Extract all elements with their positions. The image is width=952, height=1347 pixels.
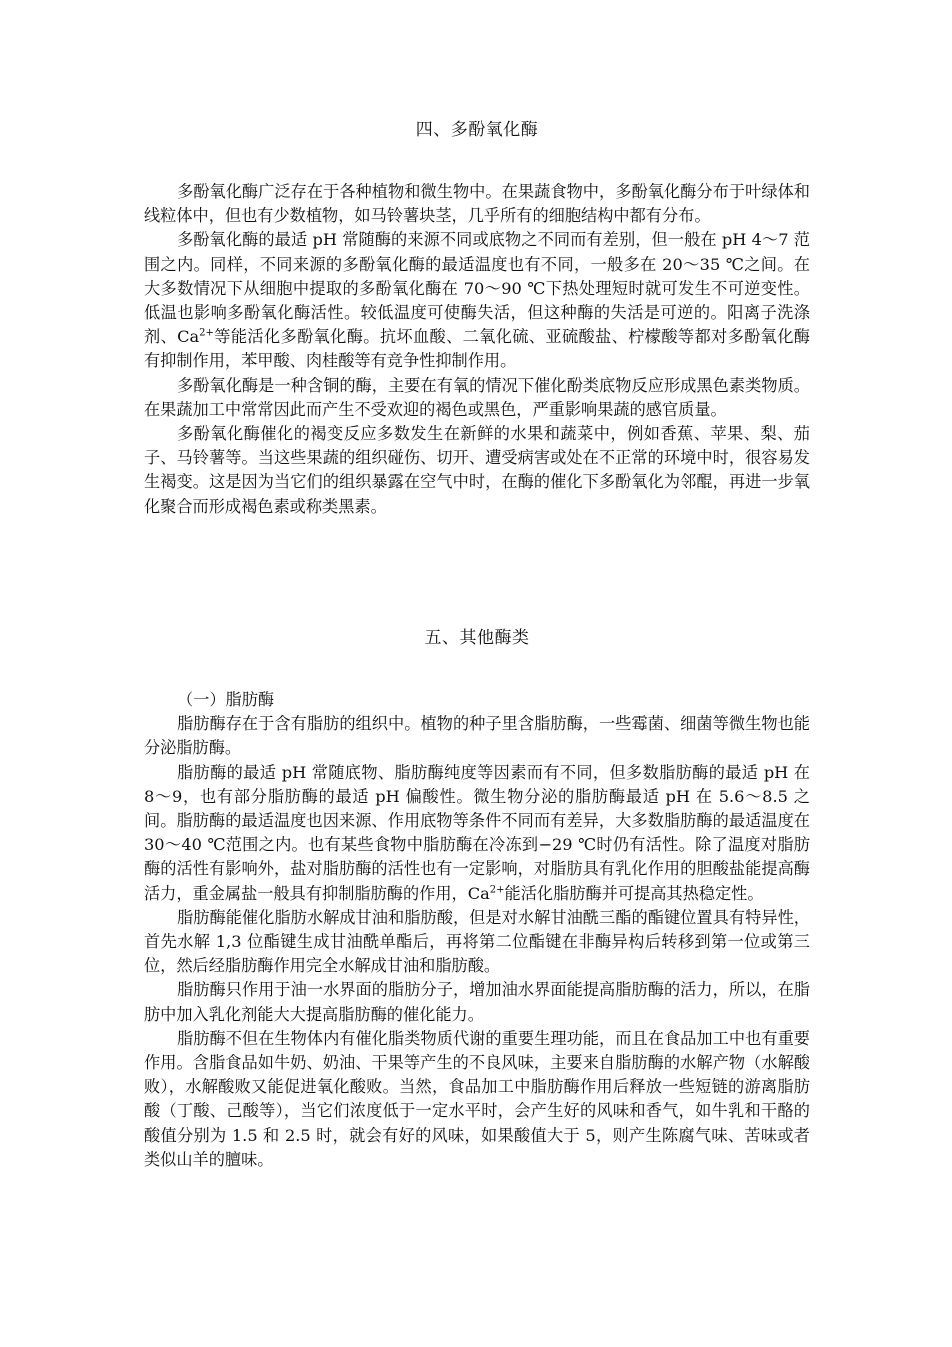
paragraph: 多酚氧化酶广泛存在于各种植物和微生物中。在果蔬食物中，多酚氧化酶分布于叶绿体和线粒体中，但也有少数植物，如马铃薯块茎，几乎所有的细胞结构中都有分布。 xyxy=(144,182,810,226)
paragraph xyxy=(144,228,810,373)
superscript: 2+ xyxy=(199,327,214,339)
paragraph: 脂肪酶不但在生物体内有催化脂类物质代谢的重要生理功能，而且在食品加工中也有重要作用。含脂食品如牛奶、奶油、干果等产生的不良风味，主要来自脂肪酶的水解产物（水解酸败），水解酸败又能促进氧化酸败。当然，食品加工中脂肪酶作用后释放一些短链的游离脂肪酸（丁酸、己酸等），当它们浓度低于一定水平时，会产生好的风味和香气，如牛乳和干酪的酸值分别为 1.5 和 2.5 时，就会有好的风味，如果酸值大于 5，则产生陈腐气味、苦味或者类似山羊的膻味。 xyxy=(144,1028,810,1169)
paragraph xyxy=(144,761,810,906)
paragraph: 脂肪酶能催化脂肪水解成甘油和脂肪酸，但是对水解甘油酰三酯的酯键位置具有特异性，首先水解 1,3 位酯键生成甘油酰单酯后，再将第二位酯键在非酶异构后转移到第一位或第三位，然后经脂肪酶作用完全水解成甘油和脂肪酸。 xyxy=(144,907,810,976)
section-5-heading: 五、其他酶类 xyxy=(424,628,530,648)
section-5-body xyxy=(144,688,810,1172)
paragraph: 脂肪酶只作用于油一水界面的脂肪分子，增加油水界面能提高脂肪酶的活力，所以，在脂肪中加入乳化剂能大大提高脂肪酶的催化能力。 xyxy=(144,980,810,1024)
paragraph: 多酚氧化酶是一种含铜的酶，主要在有氧的情况下催化酚类底物反应形成黑色素类物质。在果蔬加工中常常因此而产生不受欢迎的褐色或黑色，严重影响果蔬的感官质量。 xyxy=(144,375,810,419)
paragraph: 脂肪酶存在于含有脂肪的组织中。植物的种子里含脂肪酶，一些霉菌、细菌等微生物也能分泌脂肪酶。 xyxy=(144,714,810,758)
paragraph: 多酚氧化酶催化的褐变反应多数发生在新鲜的水果和蔬菜中，例如香蕉、苹果、梨、茄子、马铃薯等。当这些果蔬的组织碰伤、切开、遭受病害或处在不正常的环境中时，很容易发生褐变。这是因为当它们的组织暴露在空气中时，在酶的催化下多酚氧化为邻醌，再进一步氧化聚合而形成褐色素或称类黑素。 xyxy=(144,424,810,516)
subsection-heading: （一）脂肪酶 xyxy=(177,690,275,709)
text-run: 等能活化多酚氧化酶。抗坏血酸、二氧化硫、亚硫酸盐、柠檬酸等都对多酚氧化酶有抑制作用，苯甲酸、肉桂酸等有竞争性抑制作用。 xyxy=(144,327,810,371)
text-run: 能活化脂肪酶并可提高其热稳定性。 xyxy=(504,883,764,903)
superscript: 2+ xyxy=(489,884,505,896)
text-run: 脂肪酶的最适 pH 常随底物、脂肪酶纯度等因素而有不同，但多数脂肪酶的最适 pH 在 8～9，也有部分脂肪酶的最适 pH 偏酸性。微生物分泌的脂肪酶最适 pH 在 5.6～8.5 之间。脂肪酶的最适温度也因来源、作用底物等条件不同而有差异，大多数脂肪酶的最适温度在 30～40 ℃范围之内。也有某些食物中脂肪酶在冷冻到−29 ℃时仍有活性。除了温度对脂肪酶的活性有影响外，盐对脂肪酶的活性也有一定影响，对脂肪具有乳化作用的胆酸盐能提高酶活力，重金属盐一般具有抑制脂肪酶的作用，Ca xyxy=(144,762,810,903)
section-4-body xyxy=(144,180,810,519)
section-4-heading: 四、多酚氧化酶 xyxy=(415,120,539,140)
text-run: 多酚氧化酶的最适 pH 常随酶的来源不同或底物之不同而有差别，但一般在 pH 4～7 范围之内。同样，不同来源的多酚氧化酶的最适温度也有不同，一般多在 20～35 ℃之间。在大多数情况下从细胞中提取的多酚氧化酶在 70～90 ℃下热处理短时就可发生不可逆变性。低温也影响多酚氧化酶活性。较低温度可使酶失活，但这种酶的失活是可逆的。阳离子洗涤剂、Ca xyxy=(144,230,810,347)
